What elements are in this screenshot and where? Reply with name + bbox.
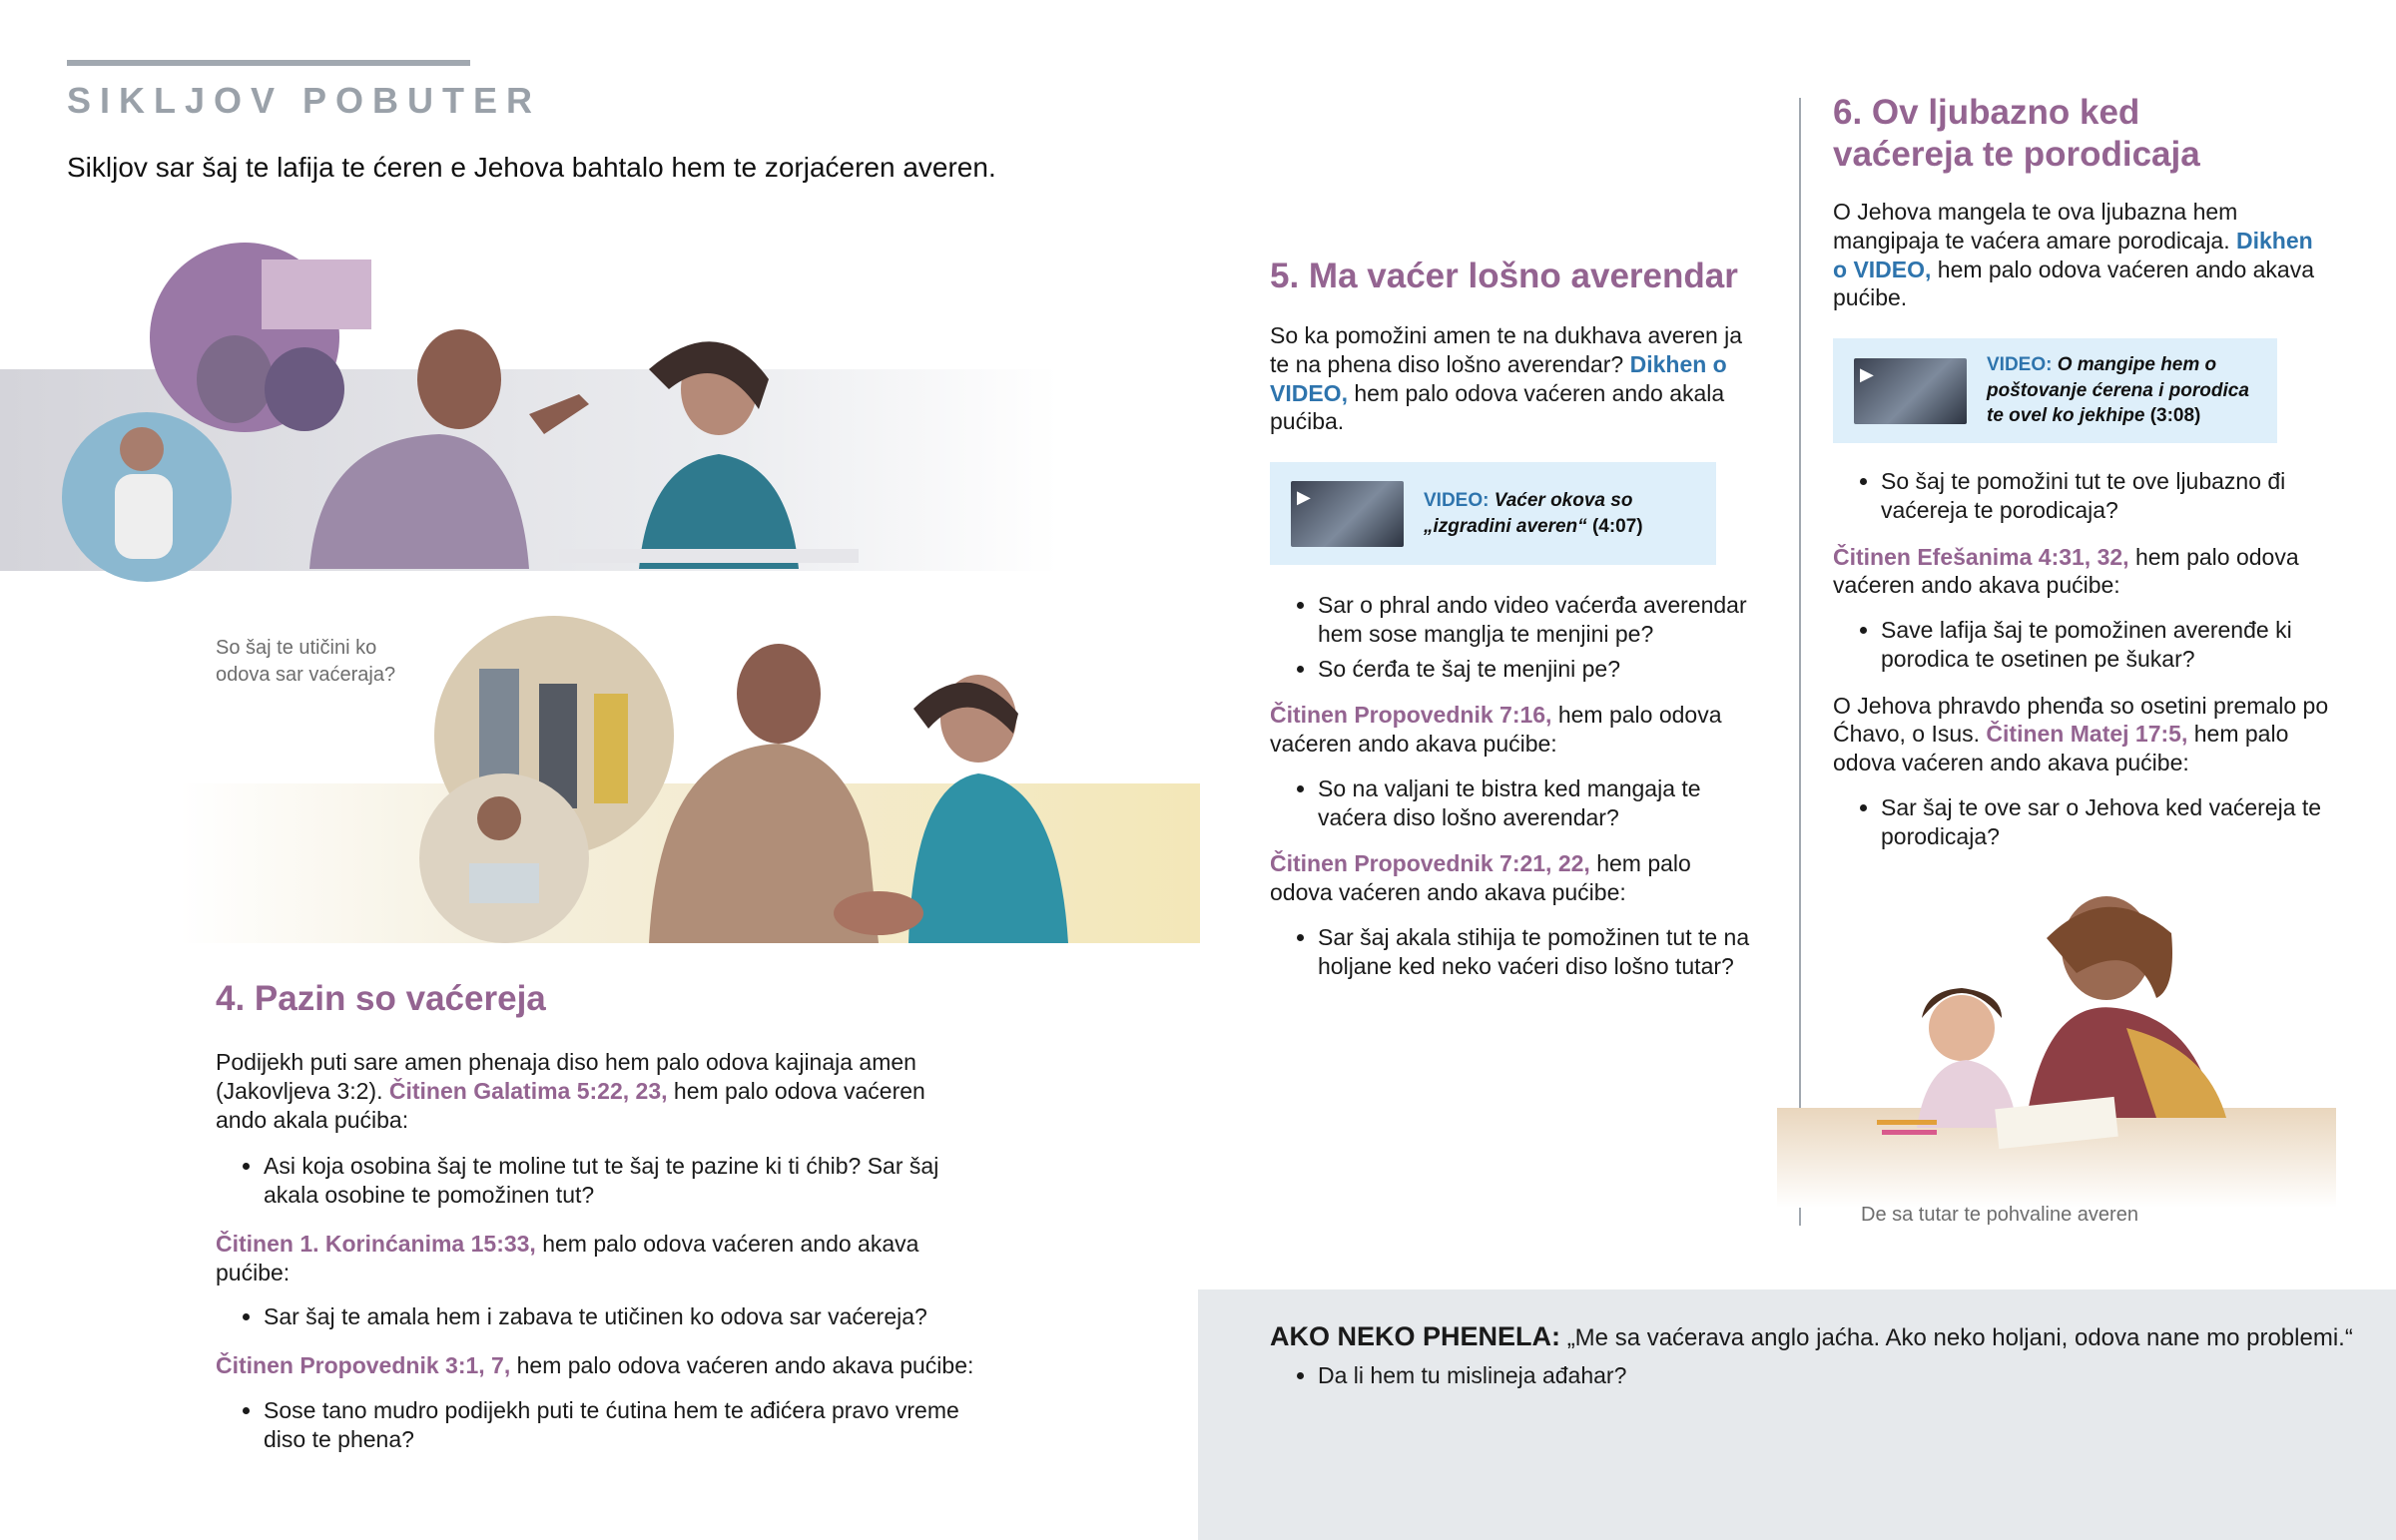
- section-5-para-1-tail: hem palo odova vaćeren ando akala pućiba.: [1270, 379, 1725, 435]
- question-item: • So šaj te pomožini tut te ove ljubazno đi vaćereja te porodicaja?: [1881, 467, 2332, 525]
- man-head: [417, 329, 501, 429]
- scripture-ref-ephesians[interactable]: Čitinen Efešanima 4:31, 32,: [1833, 543, 2129, 570]
- section-5-para-3-tail: hem palo odova vaćeren ando akava pućibe:: [1270, 850, 1691, 905]
- section-5-title: 5. Ma vaćer lošno averendar: [1270, 257, 1738, 295]
- video-thumbnail[interactable]: [1854, 358, 1967, 424]
- section-4-para-1-tail: hem palo odova vaćeren ando akala pućiba:: [216, 1077, 925, 1133]
- scripture-ref-corinthians[interactable]: Čitinen 1. Korinćanima 15:33,: [216, 1230, 536, 1257]
- question-item: • Save lafija šaj te pomožinen averenđe ki porodica te osetinen pe šukar?: [1881, 616, 2332, 674]
- watch-video-link[interactable]: Dikhen o VIDEO,: [1270, 350, 1727, 406]
- section-6: [1833, 92, 2332, 856]
- if-someone-says-box: [1198, 1289, 2396, 1540]
- section-6-para-3: [1833, 692, 2332, 777]
- section-6-para-3-tail: hem palo odova vaćeren ando akava pućibe:: [1833, 721, 2289, 775]
- section-4-para-2: [216, 1230, 974, 1287]
- section-5-para-3: [1270, 849, 1759, 907]
- section-5-para-2-tail: hem palo odova vaćeren ando akava pućibe:: [1270, 702, 1722, 757]
- section-4-para-1: [216, 1048, 974, 1134]
- section-5-para-1: [1270, 321, 1759, 436]
- watch-video-link[interactable]: Dikhen o VIDEO,: [1833, 227, 2313, 282]
- section-5: [1270, 256, 1759, 986]
- scripture-ref-matthew[interactable]: Čitinen Matej 17:5,: [1986, 721, 2188, 748]
- video-duration: (3:08): [2149, 405, 2201, 427]
- section-6-para-1: [1833, 198, 2332, 312]
- section-6-para-2-tail: hem palo odova vaćeren ando akava pućibe:: [1833, 543, 2299, 599]
- section-4-title: 4. Pazin so vaćereja: [216, 979, 546, 1018]
- section-4-para-3: [216, 1351, 974, 1380]
- section-4-questions-3: [216, 1396, 974, 1454]
- video-card-love-respect[interactable]: [1833, 338, 2277, 443]
- section-6-title: 6. Ov ljubazno ked vaćereja te porodicaja: [1833, 93, 2200, 174]
- scripture-ref-ecclesiastes-7-16[interactable]: Čitinen Propovednik 7:16,: [1270, 702, 1552, 729]
- section-5-questions-2: [1270, 774, 1759, 832]
- question-item: • Sar šaj te ove sar o Jehova ked vaćereja te porodicaja?: [1881, 793, 2332, 851]
- play-icon: ▶: [1860, 363, 1874, 384]
- section-6-questions-2: [1833, 616, 2332, 674]
- caption-praise: De sa tutar te pohvaline averen: [1861, 1204, 2138, 1226]
- section-5-para-2: [1270, 701, 1759, 759]
- question-item: • Asi koja osobina šaj te moline tut te šaj te pazine ki ti ćhib? Sar šaj akala osobine te pomožinen tut?: [264, 1152, 974, 1210]
- question-item: • Sar šaj te amala hem i zabava te utičinen ko odova sar vaćereja?: [264, 1302, 974, 1331]
- footer-questions: [1270, 1361, 2316, 1396]
- section-4-para-1-text: Podijekh puti sare amen phenaja diso hem palo odova kajinaja amen (Jakovljeva 3:2).: [216, 1049, 916, 1104]
- video-caption: [1987, 352, 2266, 429]
- scripture-ref-ecclesiastes-7-21[interactable]: Čitinen Propovednik 7:21, 22,: [1270, 850, 1590, 877]
- section-6-para-1-tail: hem palo odova vaćeren ando akava pućibe.: [1833, 256, 2315, 311]
- scripture-ref-galatians[interactable]: Čitinen Galatima 5:22, 23,: [388, 1077, 668, 1104]
- page-kicker: SIKLJOV POBUTER: [67, 80, 542, 121]
- video-thumbnail[interactable]: [1291, 481, 1404, 547]
- video-title: O mangipe hem o poštovanje ćerena i porodica te ovel ko jekhipe: [1987, 354, 2249, 427]
- video-title: Vaćer okova so „izgradini averen“: [1424, 489, 1633, 537]
- section-5-questions-3: [1270, 923, 1759, 981]
- section-6-para-1-text: O Jehova mangela te ova ljubazna hem mangipaja te vaćera amare porodicaja.: [1833, 199, 2238, 254]
- section-4-questions-1: [216, 1152, 974, 1210]
- question-item: • Sar šaj akala stihija te pomožinen tut te na holjane ked neko vaćeri diso lošno tutar?: [1318, 923, 1759, 981]
- question-item: • Sose tano mudro podijekh puti te ćutina hem te ađićera pravo vreme diso te phena?: [264, 1396, 974, 1454]
- caption-influence: So šaj te utičini ko odova sar vaćeraja?: [216, 637, 396, 686]
- section-6-questions-1: [1833, 467, 2332, 525]
- video-card-speak-uplifting[interactable]: [1270, 462, 1716, 565]
- video-label: VIDEO:: [1987, 354, 2053, 376]
- section-6-para-2: [1833, 543, 2332, 601]
- video-caption: [1424, 488, 1693, 539]
- section-4-para-3-tail: hem palo odova vaćeren ando akava pućibe:: [516, 1352, 974, 1378]
- section-4-para-2-tail: hem palo odova vaćeren ando akava pućibe:: [216, 1230, 919, 1285]
- footer-quote: „Me sa vaćerava anglo jaćha. Ako neko holjani, odova nane mo problemi.“: [1566, 1324, 2353, 1351]
- section-6-para-3-text: O Jehova phravdo phenđa so osetini premalo po Ćhavo, o Isus.: [1833, 692, 2329, 748]
- footer-statement: [1270, 1319, 2378, 1354]
- section-4-questions-2: [216, 1302, 974, 1331]
- child-head: [1929, 995, 1995, 1061]
- scripture-ref-ecclesiastes-3[interactable]: Čitinen Propovednik 3:1, 7,: [216, 1352, 511, 1378]
- section-5-para-1-text: So ka pomožini amen te na dukhava averen ja te na phena diso lošno averendar?: [1270, 322, 1743, 377]
- video-label: VIDEO:: [1424, 489, 1490, 511]
- illustration-arguing: [0, 240, 1058, 589]
- question-item: • Sar o phral ando video vaćerđa averendar hem sose manglja te menjini pe?: [1318, 591, 1759, 649]
- illustration-mother-child: [1777, 878, 2336, 1208]
- header-rule: [67, 60, 470, 66]
- section-5-questions-1: [1270, 591, 1759, 683]
- video-duration: (4:07): [1591, 515, 1643, 537]
- man2-head: [737, 644, 821, 744]
- question-item: • So na valjani te bistra ked mangaja te vaćera diso lošno averendar?: [1318, 774, 1759, 832]
- section-6-questions-3: [1833, 793, 2332, 851]
- question-item: • So ćerđa te šaj te menjini pe?: [1318, 655, 1759, 684]
- footer-label: AKO NEKO PHENELA:: [1270, 1321, 1561, 1351]
- section-4: [216, 978, 974, 1459]
- play-icon: ▶: [1297, 486, 1311, 507]
- question-item: • Da li hem tu mislineja ađahar?: [1318, 1361, 2316, 1390]
- page-intro: Sikljov sar šaj te lafija te ćeren e Jehova bahtalo hem te zorjaćeren averen.: [67, 152, 996, 183]
